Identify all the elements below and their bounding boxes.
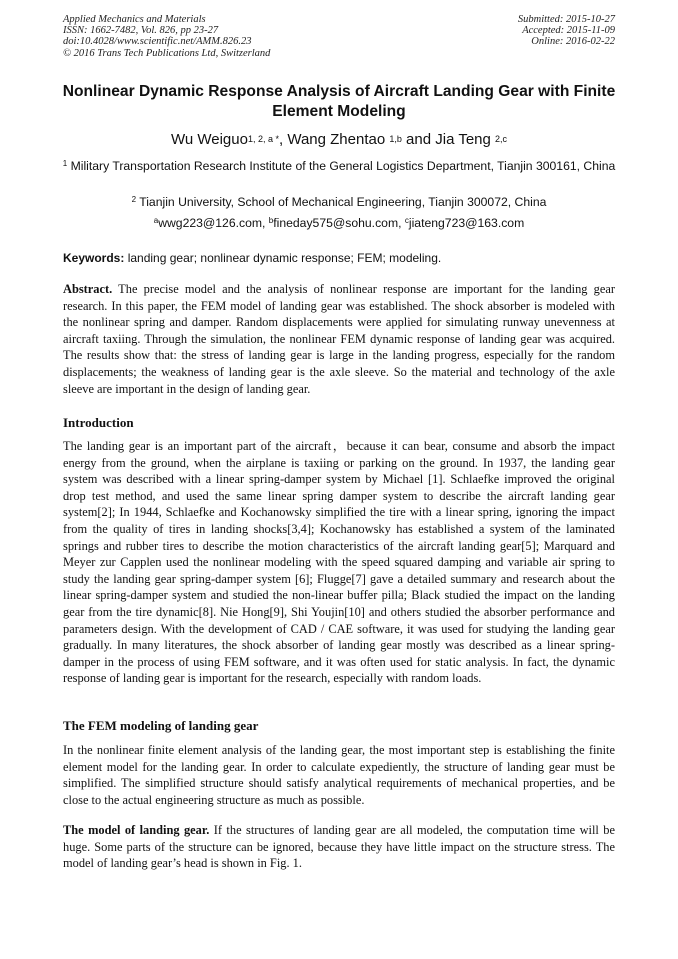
doi-line: doi:10.4028/www.scientific.net/AMM.826.23 [63,36,252,48]
introduction-heading: Introduction [63,415,134,430]
author-affil-mark: 2,c [495,134,508,144]
affiliation-2 [60,194,618,210]
email-link[interactable]: jiateng723@163.com [408,216,525,230]
model-paragraph-label: The model of landing gear. [63,823,210,837]
email-mark: a [153,216,159,225]
email-mark: c [404,216,409,225]
abstract-label: Abstract. [63,282,113,296]
online-date: Online: 2016-02-22 [531,36,615,48]
issn-line: ISSN: 1662-7482, Vol. 826, pp 23-27 [63,25,219,37]
author-separator: , [279,131,288,148]
affiliation-text: Military Transportation Research Institute of the General Logistics Department, Tianjin 300161, China [67,159,616,173]
fem-section-heading: The FEM modeling of landing gear [63,718,259,733]
introduction-paragraph: The landing gear is an important part of the aircraft，because it can bear, consume and absorb the impact energy from the ground, when the airplane is taxiing or parking on the ground. In 1937, the landing gear system was described with a linear spring-damper system by Michael [1]. Schlaefke improved the original drop test method, and used the same linear spring damper system to describe the aircraft landing gear system[2]; In 1944, Schlaefke and Kochanowsky simplified the tire with a linear spring, ignoring the impact from the quality of tires in landing shocks[3,4]; Kochanowsky has established a system of the laminated springs and rubber tires to describe the motion characteristics of the aircraft landing gear[5]; Marquard and Meyer zur Capplen used the nonlinear modeling with the speed squared damping and variable air spring to study the landing gear spring-damper system [6]; Flugge[7] gave a detailed summary and research about the linear spring-damper system and studied the non-linear buffer pilla; Black studied the impact on the landing gear from the tire dynamic[8]. Nie Hong[9], Shi Youjin[10] and others studied the absorber performance and parameters design. With the development of CAD / CAE software, it was used for studying the landing gear gradually. In many literatures, the shock absorber of landing gear mostly was described as a linear spring-damper in the process of using FEM software, and it was often used for static analysis. In fact, the dynamic response of landing gear is important for the research, especially with random loads. [63,439,615,686]
author-name: Wu Weiguo [170,131,248,148]
author-separator: and [401,131,436,148]
copyright-line: © 2016 Trans Tech Publications Ltd, Switzerland [63,47,271,59]
author-list [40,131,638,149]
author-emails [60,215,618,231]
email-link[interactable]: wwg223@126.com, [158,216,269,230]
model-paragraph-text: If the structures of landing gear are all modeled, the computation time will be huge. Some parts of the structure can be ignored, because they have little impact on the structure stress. The model of landing gear’s head is shown in Fig. 1. [63,823,615,871]
fem-section-paragraph: In the nonlinear finite element analysis of the landing gear, the most important step is establishing the finite element model for the landing gear. In order to calculate expediently, the structure of landing gear must be simplified. The simplified structure should satisfy analytical requirements of mechanical properties, and be close to the actual engineering structure as much as possible. [63,743,615,807]
author-name: Wang Zhentao [287,131,390,148]
affiliation-mark: 2 [131,195,137,204]
keywords [63,251,615,266]
keywords-text: landing gear; nonlinear dynamic response; FEM; modeling. [124,251,442,265]
author-affil-mark: 1, 2, a * [247,134,279,144]
model-paragraph [63,822,615,872]
submission-dates [518,14,615,48]
paper-title: Nonlinear Dynamic Response Analysis of Aircraft Landing Gear with Finite Element Modeling [62,83,616,120]
email-mark: b [268,216,274,225]
journal-name: Applied Mechanics and Materials [63,14,206,25]
keywords-label: Keywords: [63,251,125,265]
affiliation-mark: 1 [62,159,68,168]
accepted-date: Accepted: 2015-11-09 [522,25,615,37]
submitted-date: Submitted: 2015-10-27 [517,14,615,25]
abstract [63,281,615,397]
author-affil-mark: 1,b [389,134,402,144]
affiliation-1 [60,158,618,174]
journal-info [63,14,270,59]
abstract-text: The precise model and the analysis of nonlinear response are important for the landing gear research. In this paper, the FEM model of landing gear was established. The shock absorber is modeled with the nonlinear spring and damper. Random displacements were applied for simulating runway unevenness at aircraft taxiing. Through the simulation, the nonlinear FEM dynamic response of landing gear was acquired. The results show that: the stress of landing gear is large in the landing progress, especially for the random displacements; the weakness of landing gear is the axle sleeve. So the material and technology of the axle sleeve are important in the design of landing gear. [63,282,615,396]
email-link[interactable]: fineday575@sohu.com, [273,216,405,230]
author-name: Jia Teng [435,131,496,148]
affiliation-text: Tianjin University, School of Mechanical Engineering, Tianjin 300072, China [136,195,547,209]
